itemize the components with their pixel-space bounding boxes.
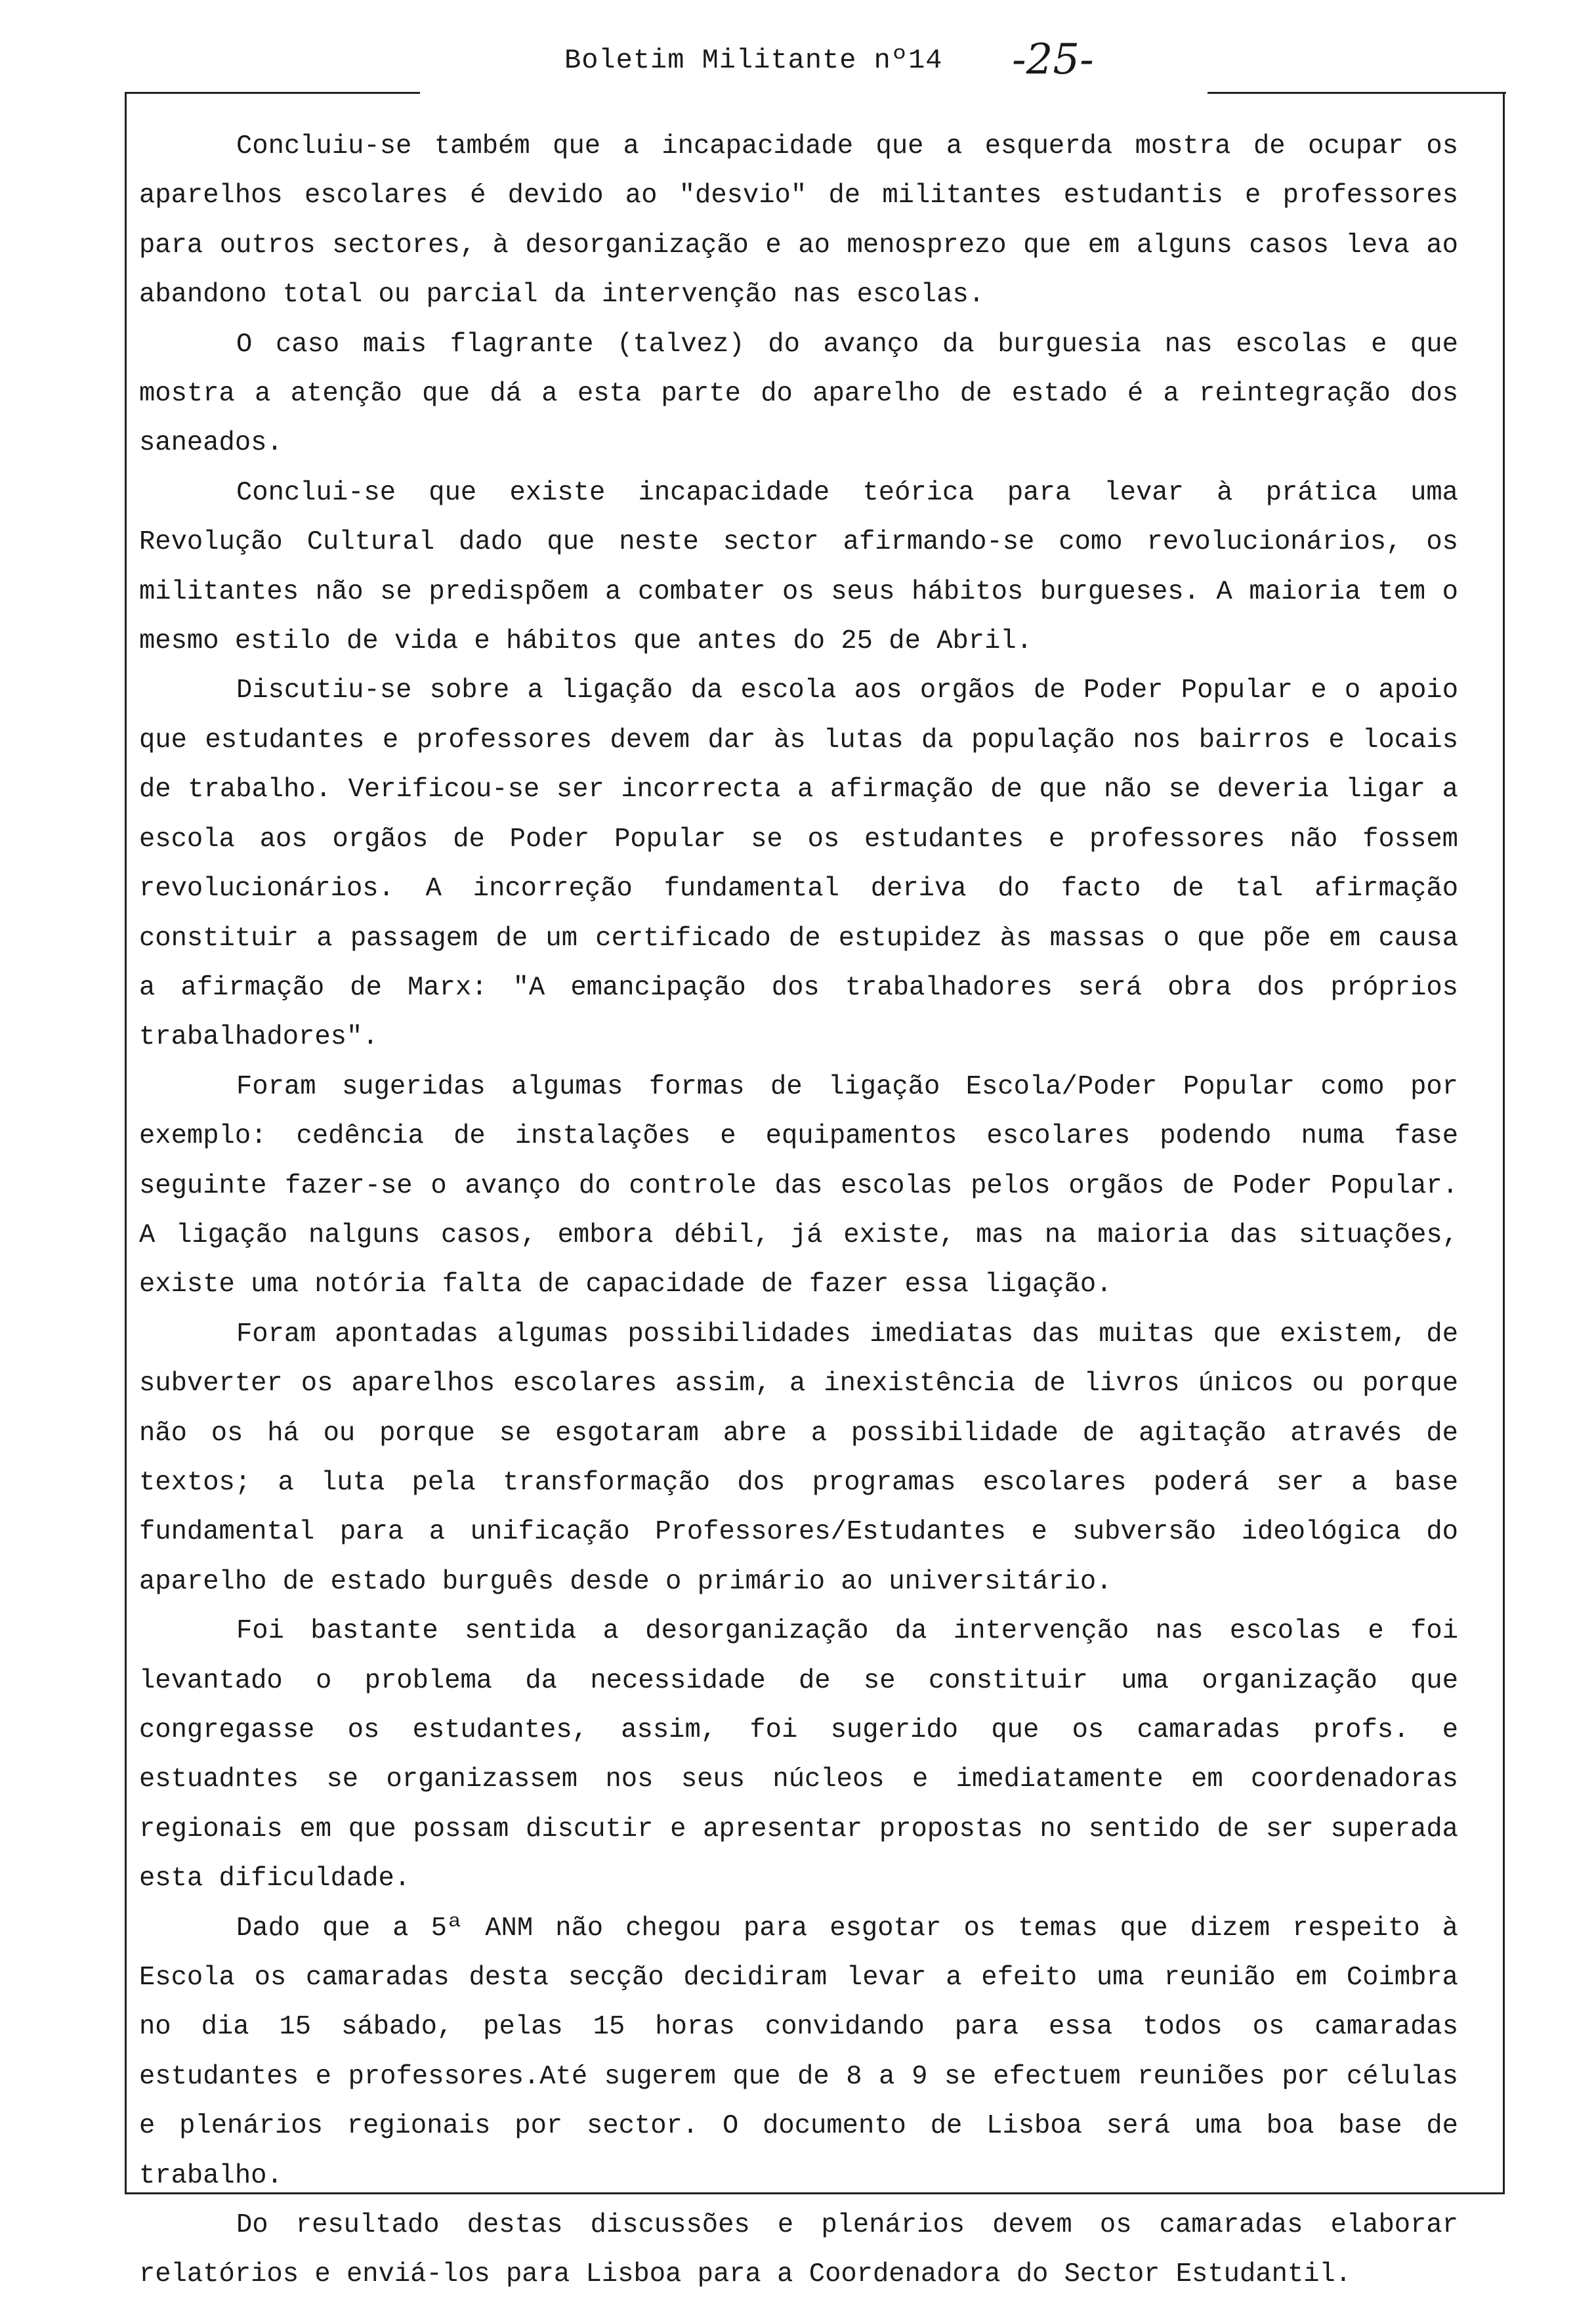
- paragraph: O caso mais flagrante (talvez) do avanço da burguesia nas escolas e que mostra a atenção que dá a esta parte do aparelho de estado é a reintegração dos saneados.: [139, 329, 1458, 459]
- page-number: -25-: [1012, 35, 1094, 84]
- paragraph: Conclui-se que existe incapacidade teórica para levar à prática uma Revolução Cultural dado que neste sector afirmando-se como revolucionários, os militantes não se predispõem a combater os seus hábitos burgueses. A maioria tem o mesmo estilo de vida e hábitos que antes do 25 de Abril.: [139, 477, 1458, 657]
- body-text: [139, 122, 1458, 2300]
- bulletin-title: Boletim Militante nº14: [564, 45, 943, 76]
- paragraph: Foram sugeridas algumas formas de ligação Escola/Poder Popular como por exemplo: cedência de instalações e equipamentos escolares podendo numa fase seguinte fazer-se o avanço do controle das escolas pelos orgãos de Poder Popular. A ligação nalguns casos, embora débil, já existe, mas na maioria das situações, existe uma notória falta de capacidade de fazer essa ligação.: [139, 1071, 1458, 1300]
- paragraph: Foram apontadas algumas possibilidades imediatas das muitas que existem, de subverter os aparelhos escolares assim, a inexistência de livros únicos ou porque não os há ou porque se esgotaram abre a possibilidade de agitação através de textos; a luta pela transformação dos programas escolares poderá ser a base fundamental para a unificação Professores/Estudantes e subversão ideológica do aparelho de estado burguês desde o primário ao universitário.: [139, 1319, 1458, 1597]
- paragraph: Do resultado destas discussões e plenários devem os camaradas elaborar relatórios e enviá-los para Lisboa para a Coordenadora do Sector Estudantil.: [139, 2210, 1458, 2290]
- paragraph: Foi bastante sentida a desorganização da intervenção nas escolas e foi levantado o problema da necessidade de se constituir uma organização que congregasse os estudantes, assim, foi sugerido que os camaradas profs. e estuadntes se organizassem nos seus núcleos e imediatamente em coordenadoras regionais em que possam discutir e apresentar propostas no sentido de ser superada esta dificuldade.: [139, 1616, 1458, 1894]
- paragraph: Dado que a 5ª ANM não chegou para esgotar os temas que dizem respeito à Escola os camaradas desta secção decidiram levar a efeito uma reunião em Coimbra no dia 15 sábado, pelas 15 horas convidando para essa todos os camaradas estudantes e professores.Até sugerem que de 8 a 9 se efectuem reuniões por células e plenários regionais por sector. O documento de Lisboa será uma boa base de trabalho.: [139, 1913, 1458, 2191]
- paragraph: Discutiu-se sobre a ligação da escola aos orgãos de Poder Popular e o apoio que estudantes e professores devem dar às lutas da população nos bairros e locais de trabalho. Verificou-se ser incorrecta a afirmação de que não se deveria ligar a escola aos orgãos de Poder Popular se os estudantes e professores não fossem revolucionários. A incorreção fundamental deriva do facto de tal afirmação constituir a passagem de um certificado de estupidez às massas o que põe em causa a afirmação de Marx: "A emancipação dos trabalhadores será obra dos próprios trabalhadores".: [139, 675, 1458, 1053]
- paragraph: Concluiu-se também que a incapacidade que a esquerda mostra de ocupar os aparelhos escolares é devido ao "desvio" de militantes estudantis e professores para outros sectores, à desorganização e ao menosprezo que em alguns casos leva ao abandono total ou parcial da intervenção nas escolas.: [139, 131, 1458, 310]
- page-header: [0, 32, 1596, 91]
